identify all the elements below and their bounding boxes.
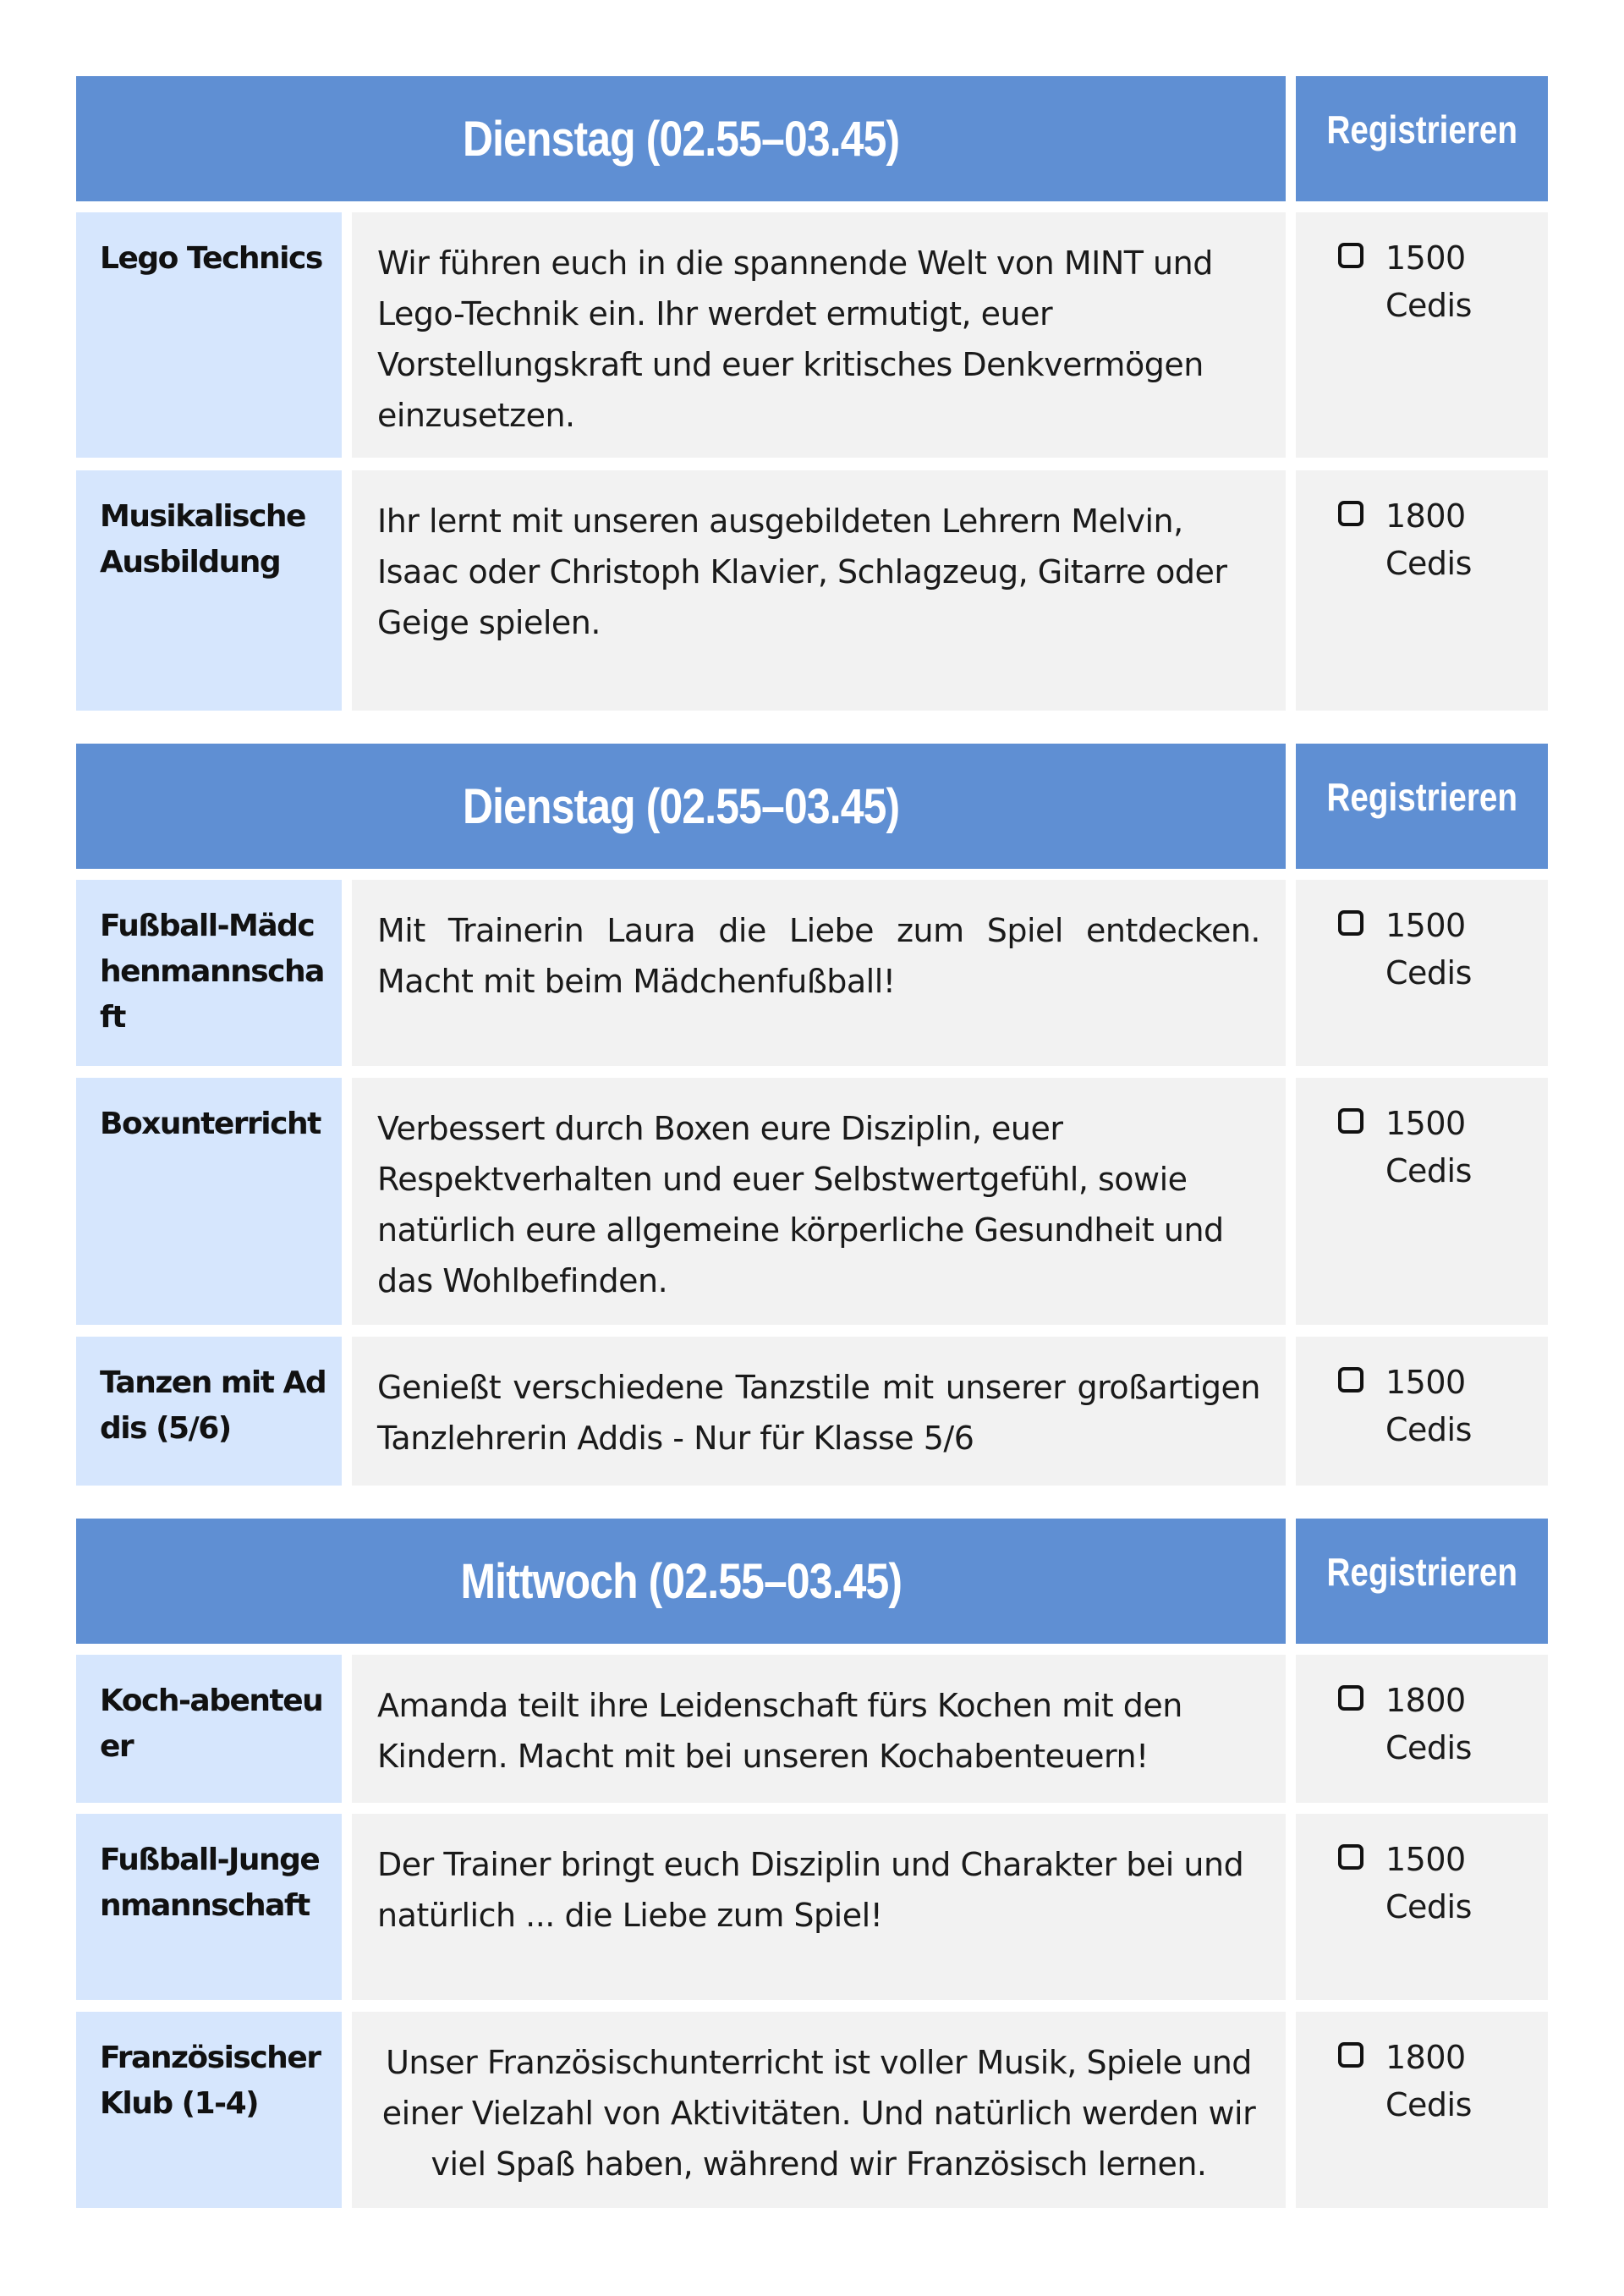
course-description: Mit Trainerin Laura die Liebe zum Spiel entdecken. Macht mit beim Mädchenfußball! [352,880,1286,1066]
course-name: Tanzen mit Addis (5/6) [76,1337,342,1486]
course-name: Lego Technics [76,212,342,458]
course-name: Koch-abenteuer [76,1655,342,1803]
course-price: 1500 Cedis [1385,1364,1472,1448]
section-title: Dienstag (02.55–03.45) [76,76,1286,201]
register-cell [1296,212,1548,458]
section-title: Mittwoch (02.55–03.45) [76,1519,1286,1644]
course-row [76,2012,1548,2208]
course-description: Der Trainer bringt euch Disziplin und Charakter bei und natürlich ... die Liebe zum Spiel! [352,1814,1286,2000]
register-checkbox[interactable] [1338,910,1363,936]
course-description: Ihr lernt mit unseren ausgebildeten Lehrern Melvin, Isaac oder Christoph Klavier, Schlagzeug, Gitarre oder Geige spielen. [352,470,1286,711]
course-name: Musikalische Ausbildung [76,470,342,711]
course-price: 1800 Cedis [1385,2039,1472,2123]
register-cell [1296,880,1548,1066]
register-column-header: Registrieren [1296,76,1548,201]
course-row [76,212,1548,458]
course-description: Amanda teilt ihre Leidenschaft fürs Kochen mit den Kindern. Macht mit bei unseren Kochabenteuern! [352,1655,1286,1803]
register-column-header: Registrieren [1296,744,1548,869]
register-checkbox[interactable] [1338,1367,1363,1392]
course-name: Boxunterricht [76,1078,342,1325]
course-name: Französischer Klub (1-4) [76,2012,342,2208]
register-checkbox[interactable] [1338,501,1363,526]
register-cell [1296,2012,1548,2208]
course-name: Fußball-Mädchenmannschaft [76,880,342,1066]
course-price: 1800 Cedis [1385,1682,1472,1766]
course-description: Genießt verschiedene Tanzstile mit unserer großartigen Tanzlehrerin Addis - Nur für Klasse 5/6 [352,1337,1286,1486]
register-checkbox[interactable] [1338,243,1363,268]
course-description: Unser Französischunterricht ist voller Musik, Spiele und einer Vielzahl von Aktivitäten. Und natürlich werden wir viel Spaß haben, während wir Französisch lernen. [352,2012,1286,2208]
section-header [76,76,1548,201]
section-header [76,1519,1548,1644]
course-price: 1500 Cedis [1385,1841,1472,1925]
register-column-header: Registrieren [1296,1519,1548,1644]
course-name: Fußball-Jungenmannschaft [76,1814,342,2000]
register-cell [1296,1814,1548,2000]
course-description: Wir führen euch in die spannende Welt von MINT und Lego-Technik ein. Ihr werdet ermutigt, euer Vorstellungskraft und euer kritisches Denkvermögen einzusetzen. [352,212,1286,458]
register-checkbox[interactable] [1338,2042,1363,2068]
course-row [76,1814,1548,2000]
course-price: 1500 Cedis [1385,907,1472,991]
course-row [76,470,1548,711]
register-cell [1296,470,1548,711]
course-row [76,1655,1548,1803]
course-row [76,1337,1548,1486]
register-checkbox[interactable] [1338,1685,1363,1711]
register-checkbox[interactable] [1338,1844,1363,1870]
course-price: 1800 Cedis [1385,497,1472,582]
course-description: Verbessert durch Boxen eure Disziplin, euer Respektverhalten und euer Selbstwertgefühl, sowie natürlich eure allgemeine körperliche Gesundheit und das Wohlbefinden. [352,1078,1286,1325]
course-price: 1500 Cedis [1385,239,1472,324]
register-cell [1296,1655,1548,1803]
section-title: Dienstag (02.55–03.45) [76,744,1286,869]
course-price: 1500 Cedis [1385,1105,1472,1189]
register-cell [1296,1078,1548,1325]
register-cell [1296,1337,1548,1486]
course-row [76,880,1548,1066]
course-row [76,1078,1548,1325]
register-checkbox[interactable] [1338,1108,1363,1134]
section-header [76,744,1548,869]
